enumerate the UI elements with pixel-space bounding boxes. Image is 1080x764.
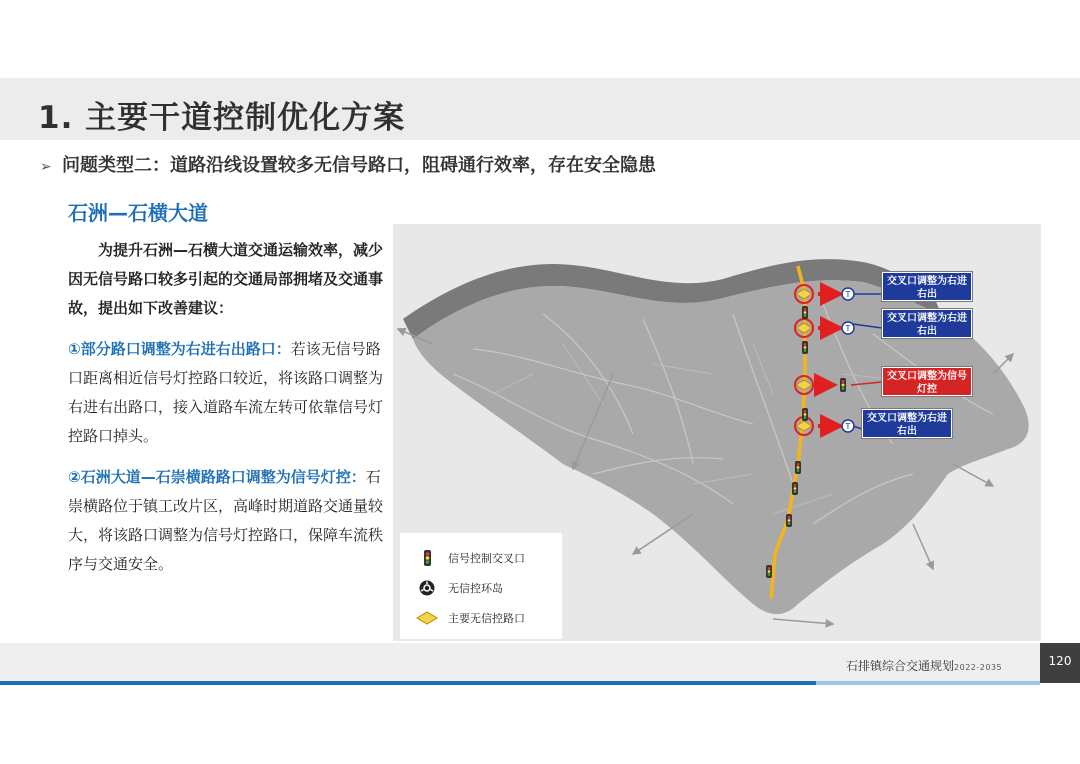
bullet-arrow-icon: ➢ (40, 159, 52, 175)
legend-item-roundabout (416, 577, 562, 599)
traffic-light-icon (840, 378, 846, 392)
right-in-right-out-icon (842, 322, 854, 334)
legend-label: 信号控制交叉口 (448, 552, 525, 565)
problem-text: 问题类型二：道路沿线设置较多无信号路口，阻碍通行效率，存在安全隐患 (62, 155, 656, 176)
page-title: 1. 主要干道控制优化方案 (38, 100, 406, 136)
svg-text:T: T (845, 422, 851, 431)
body-text (68, 236, 390, 579)
traffic-light-icon (802, 306, 808, 319)
footer-years: 2022-2035 (954, 663, 1003, 672)
intro-paragraph: 为提升石洲—石横大道交通运输效率，减少因无信号路口较多引起的交通局部拥堵及交通事故，提出如下改善建议： (68, 241, 384, 317)
footer-accent-line-light (816, 681, 1040, 685)
traffic-light-icon (416, 549, 438, 567)
svg-text:T: T (845, 290, 851, 299)
callout-right-in-right-out-3: 交叉口调整为右进右出 (862, 409, 952, 438)
traffic-light-icon (795, 461, 801, 474)
legend-label: 无信控环岛 (448, 582, 503, 595)
section-1-heading: ①部分路口调整为右进右出路口： (68, 340, 291, 358)
diamond-icon (416, 609, 438, 627)
section-2-body: 石崇横路位于镇工改片区，高峰时期道路交通量较大，将该路口调整为信号灯控路口，保障车流秩序与交通安全。 (68, 468, 384, 573)
right-in-right-out-icon (842, 420, 854, 432)
legend-label: 主要无信控路口 (448, 612, 525, 625)
footer-title (846, 657, 1002, 674)
footer-accent-line (0, 681, 816, 685)
traffic-light-icon (766, 565, 772, 578)
traffic-light-icon (802, 408, 808, 421)
footer-plan-name: 石排镇综合交通规划 (846, 659, 955, 673)
callout-signal-control: 交叉口调整为信号灯控 (882, 367, 972, 396)
map-legend (400, 533, 562, 639)
callout-right-in-right-out-1: 交叉口调整为右进右出 (882, 272, 972, 301)
traffic-light-icon (786, 514, 792, 527)
traffic-light-icon (792, 482, 798, 495)
road-name-heading: 石洲—石横大道 (68, 201, 208, 225)
traffic-light-icon (802, 341, 808, 354)
section-2 (68, 463, 390, 579)
legend-item-diamond (416, 607, 562, 629)
svg-text:T: T (845, 324, 851, 333)
page-number: 120 (1040, 643, 1080, 683)
section-2-heading: ②石洲大道—石崇横路路口调整为信号灯控： (68, 468, 366, 486)
section-1 (68, 335, 390, 451)
problem-statement (40, 151, 656, 177)
roundabout-icon (416, 579, 438, 597)
callout-right-in-right-out-2: 交叉口调整为右进右出 (882, 309, 972, 338)
section-1-body: 若该无信号路口距离相近信号灯控路口较近，将该路口调整为右进右出路口，接入道路车流左转可依靠信号灯控路口掉头。 (68, 340, 384, 445)
legend-item-signal (416, 547, 562, 569)
right-in-right-out-icon (842, 288, 854, 300)
